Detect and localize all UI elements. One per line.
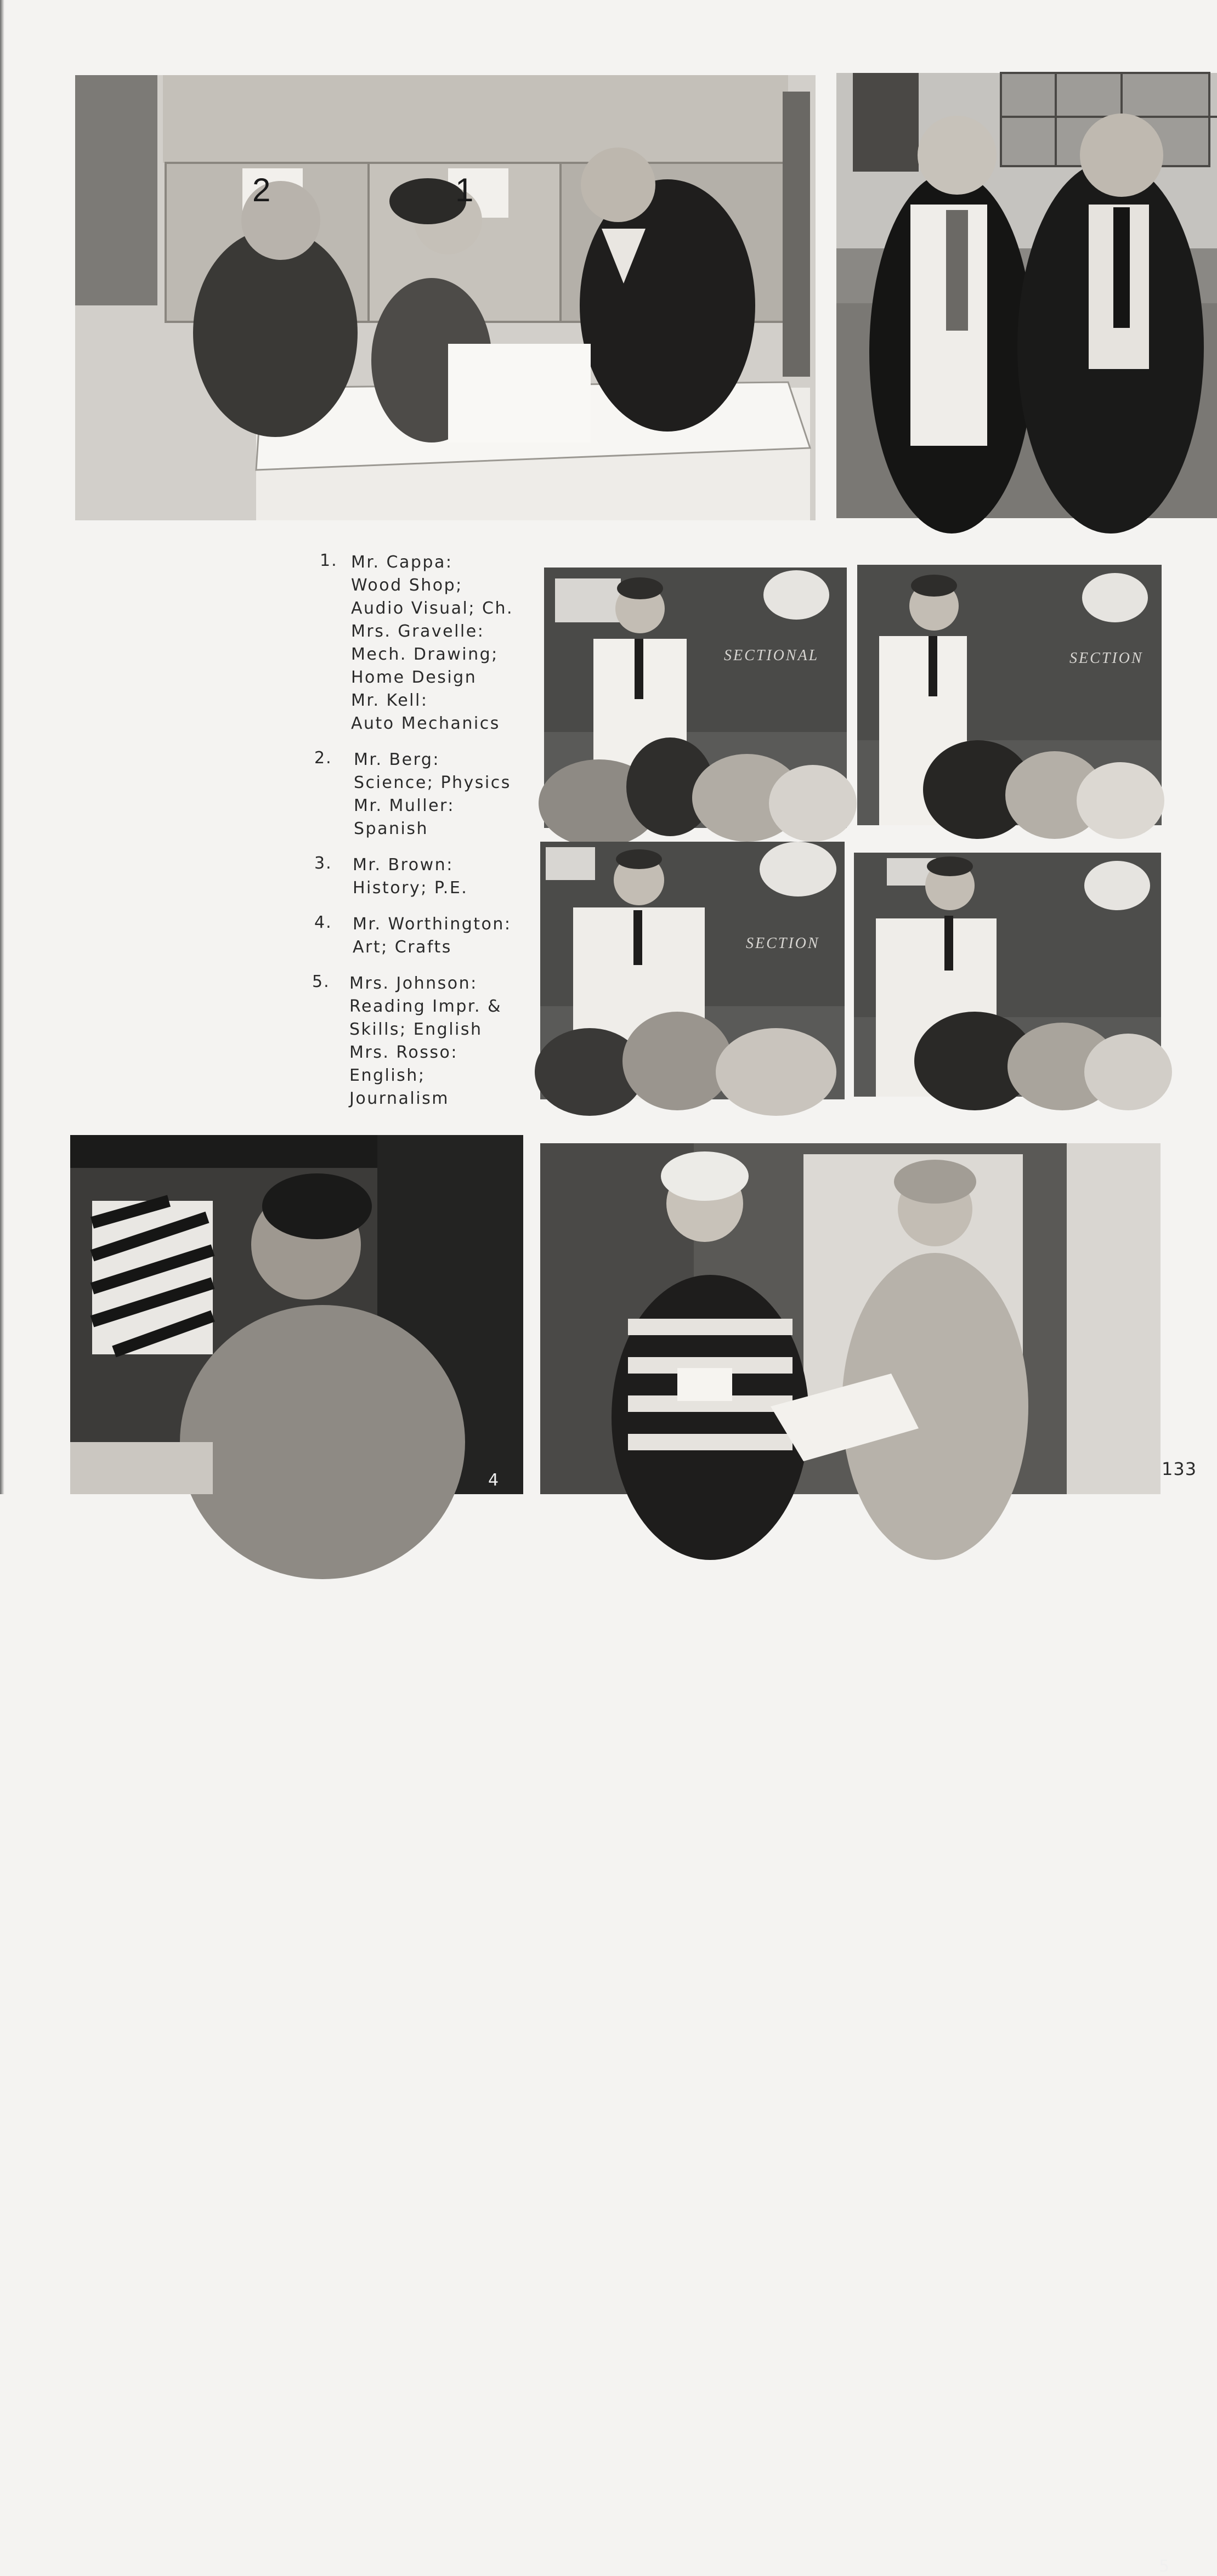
caption-line: Mrs. Rosso: [349,1043,458,1062]
caption-line: History; P.E. [353,878,468,898]
caption-line: Science; Physics [354,773,511,792]
caption-line: Mr. Worthington: [353,915,512,934]
page-edge-shadow [0,0,4,1494]
caption-line: Spanish [354,819,428,838]
caption-3 [310,854,529,900]
caption-number: 1. [320,551,338,570]
caption-line: Mrs. Johnson: [349,974,478,993]
caption-line: Mr. Cappa: [351,553,453,572]
caption-line: Mrs. Gravelle: [351,622,485,641]
caption-line: Mr. Brown: [353,855,454,875]
chalkboard-text-sectional: SECTIONAL [724,647,819,664]
caption-number: 3. [314,854,332,873]
photo-3b-teacher-chalkboard [857,565,1162,825]
caption-line: Wood Shop; [351,576,463,595]
card-number-1: 1 [455,172,474,208]
caption-line: Mr. Kell: [351,691,428,710]
caption-line: Audio Visual; Ch. [351,599,514,618]
caption-1 [310,551,529,735]
photo-1-teachers-at-desk [75,75,816,520]
caption-line: Art; Crafts [353,938,452,957]
chalkboard-text-section: SECTION [1069,650,1144,667]
caption-4 [310,913,529,959]
card-number-2: 2 [252,172,271,208]
photo-5-number-label: 5 [1159,2557,1170,2576]
photo-2-two-men-outdoors [836,73,1217,518]
caption-line: Mech. Drawing; [351,645,499,664]
photo-3c-teacher-chalkboard [540,842,845,1099]
caption-list [310,551,529,1124]
photo-5-two-women [540,1143,1170,2576]
caption-line: Journalism [349,1089,449,1108]
page-number: 133 [1162,1459,1197,1479]
caption-line: Home Design [351,668,477,687]
caption-line: Mr. Berg: [354,750,440,769]
caption-line: English; [349,1066,426,1085]
photo-4-man-reading [70,1135,523,1494]
caption-line: Skills; English [349,1020,483,1039]
photo-3a-teacher-chalkboard [544,568,847,828]
caption-line: Mr. Muller: [354,796,455,815]
chalkboard-text-section-2: SECTION [746,935,820,952]
caption-2 [310,748,529,841]
caption-line: Auto Mechanics [351,714,500,733]
photo-4-number-label: 4 [488,1471,499,1490]
caption-number: 2. [314,748,332,768]
photo-3d-teacher-chalkboard [854,853,1161,1097]
caption-number: 5. [312,972,330,991]
caption-line: Reading Impr. & [349,997,502,1016]
caption-5 [310,972,529,1110]
caption-number: 4. [314,913,332,932]
